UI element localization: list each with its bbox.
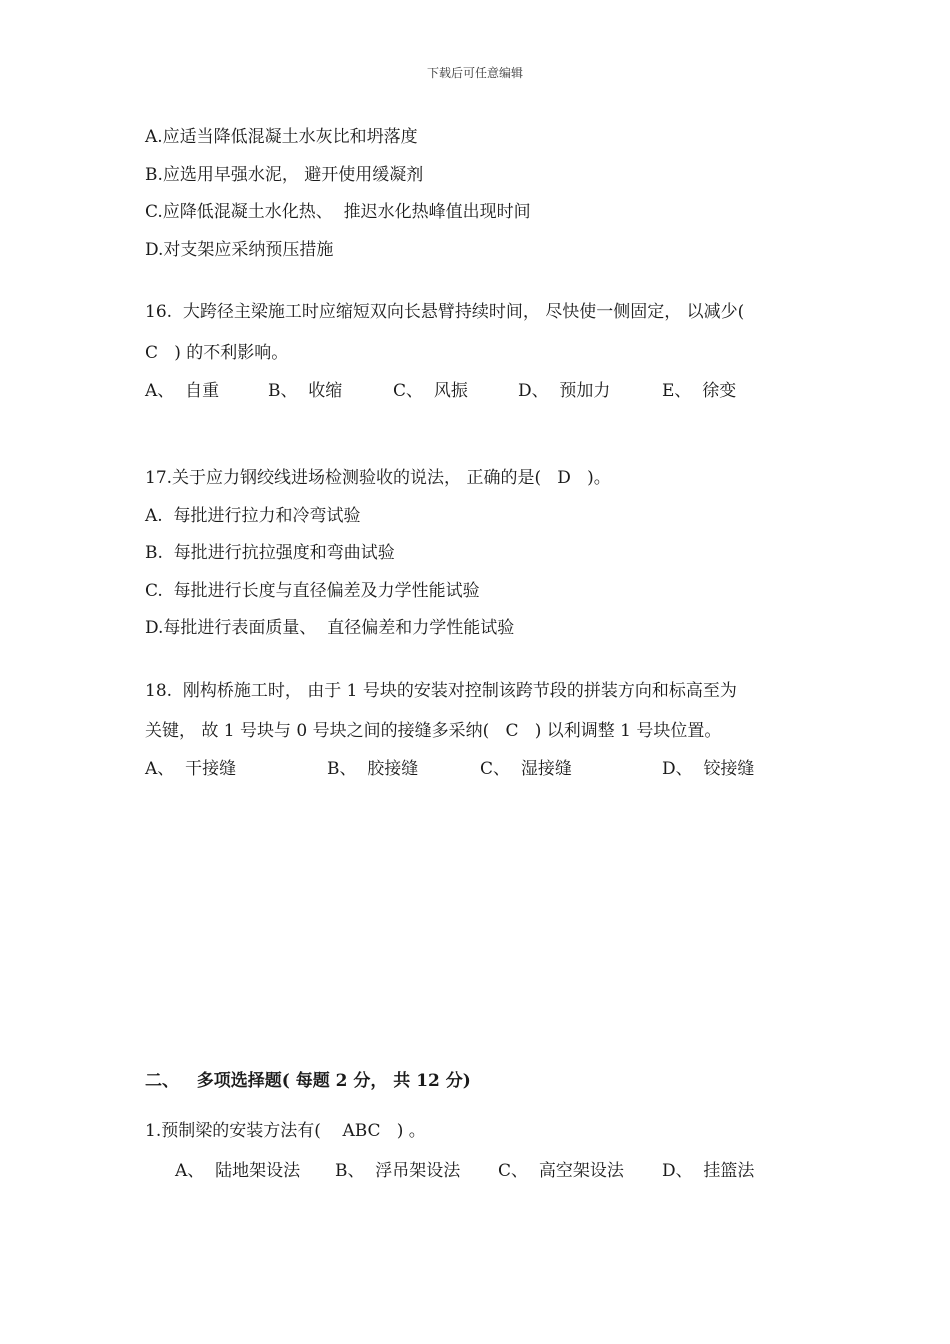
q17-stem: 17.关于应力钢绞线进场检测验收的说法， 正确的是( D )。 [145,468,611,488]
s2-q1-option-c: C、 高空架设法 [498,1161,624,1181]
q16-stem-line1: 16. 大跨径主梁施工时应缩短双向长悬臂持续时间， 尽快使一侧固定， 以减少( [145,302,745,322]
q18-option-c: C、 湿接缝 [480,759,572,779]
q15-option-d: D.对支架应采纳预压措施 [145,240,334,260]
q17-option-b: B. 每批进行抗拉强度和弯曲试验 [145,543,395,563]
q17-option-d: D.每批进行表面质量、 直径偏差和力学性能试验 [145,618,515,638]
q16-option-a: A、 自重 [145,381,220,401]
q16-option-d: D、 预加力 [518,381,611,401]
q18-option-a: A、 干接缝 [145,759,237,779]
q17-option-a: A. 每批进行拉力和冷弯试验 [145,506,361,526]
s2-q1-stem: 1.预制梁的安装方法有( ABC ) 。 [145,1121,426,1141]
q17-option-c: C. 每批进行长度与直径偏差及力学性能试验 [145,581,480,601]
q16-option-b: B、 收缩 [268,381,343,401]
q18-stem-line1: 18. 刚构桥施工时， 由于 1 号块的安装对控制该跨节段的拼装方向和标高至为 [145,681,737,701]
q18-stem-line2: 关键， 故 1 号块与 0 号块之间的接缝多采纳( C ) 以利调整 1 号块位置。 [145,721,722,741]
q18-option-d: D、 铰接缝 [662,759,755,779]
q15-option-b: B.应选用早强水泥， 避开使用缓凝剂 [145,165,424,185]
s2-q1-option-a: A、 陆地架设法 [175,1161,301,1181]
q15-option-a: A.应适当降低混凝土水灰比和坍落度 [145,127,418,147]
q16-option-e: E、 徐变 [662,381,737,401]
section2-title: 二、 多项选择题( 每题 2 分， 共 12 分) [145,1071,471,1091]
q16-stem-line2: C ) 的不利影响。 [145,343,289,363]
page-header: 下载后可任意编辑 [426,66,523,80]
q18-option-b: B、 胶接缝 [327,759,419,779]
s2-q1-option-d: D、 挂篮法 [662,1161,755,1181]
s2-q1-option-b: B、 浮吊架设法 [335,1161,461,1181]
q16-option-c: C、 风振 [393,381,468,401]
q15-option-c: C.应降低混凝土水化热、 推迟水化热峰值出现时间 [145,202,531,222]
